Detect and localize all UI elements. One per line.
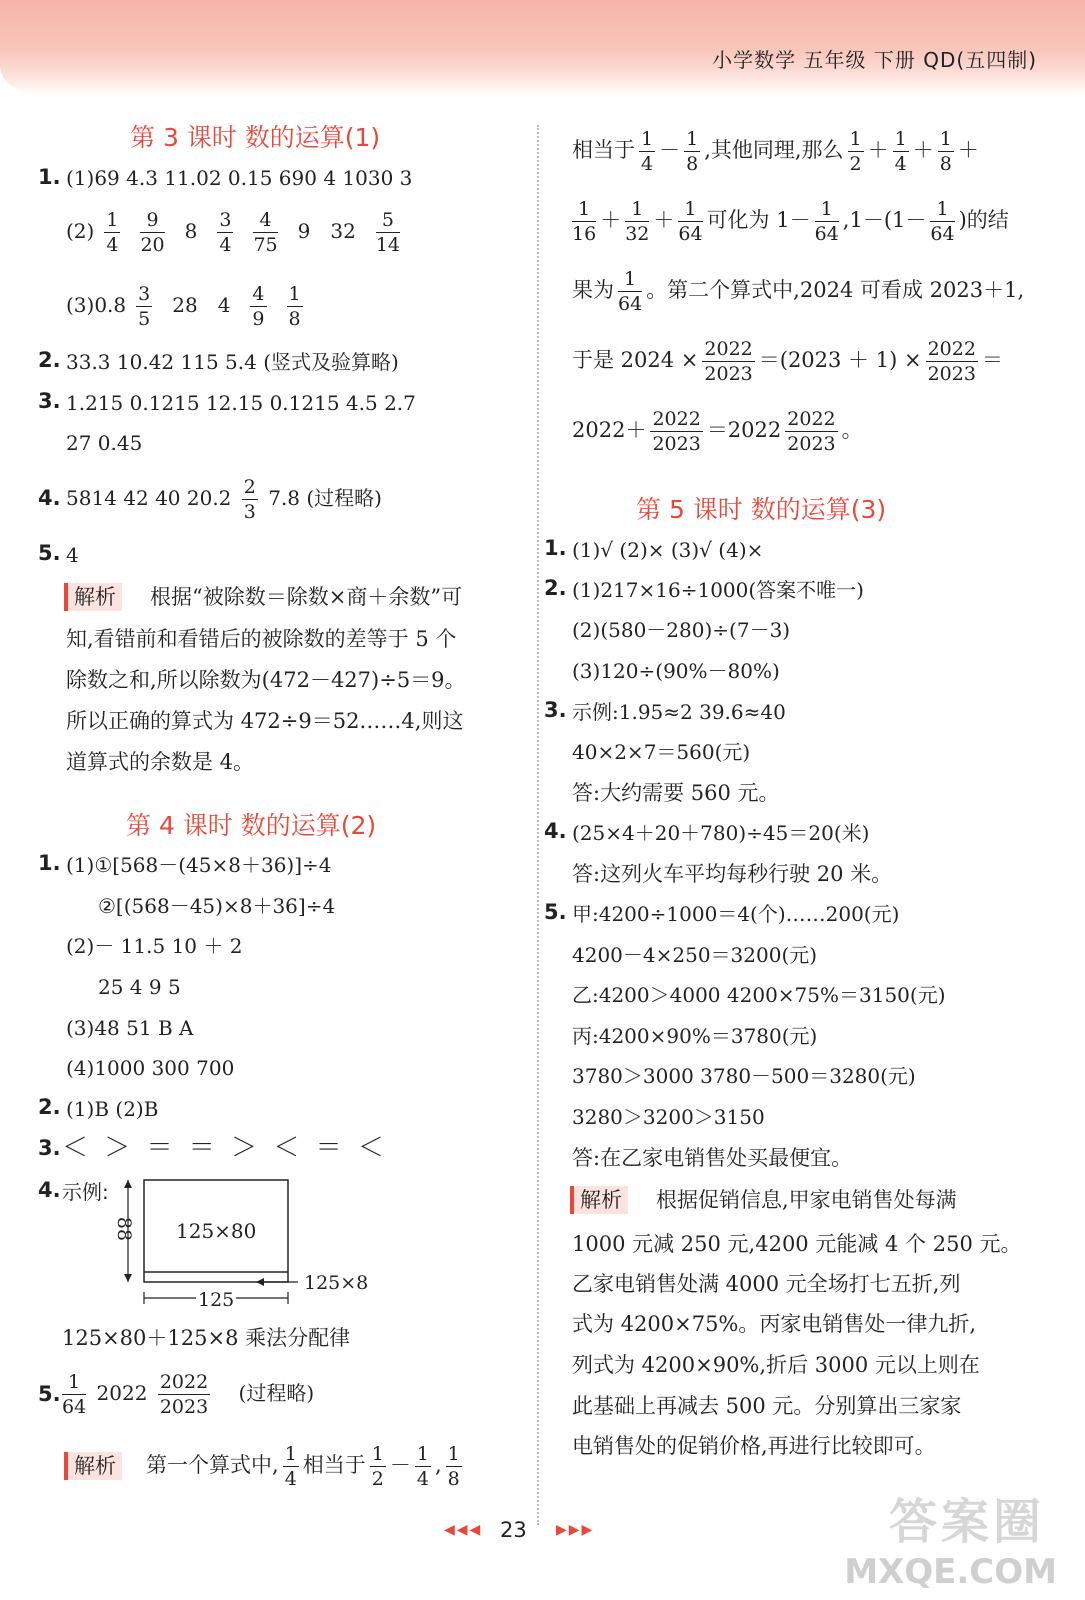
s4-q1-line4: 25 4 9 5: [98, 975, 181, 999]
strip-label: 125×8: [304, 1272, 369, 1294]
q-number: 1.: [544, 536, 567, 560]
fraction: $\frac{1}{8}$: [686, 128, 699, 175]
fraction: $\frac{1}{64}$: [618, 268, 643, 315]
number: 32: [330, 219, 356, 243]
s3-q1-line3: (3)0.8 $\frac{3}{5}$ 28 4 $\frac{4}{9}$ $\frac{1}{8}$: [66, 280, 313, 331]
q-number: 3.: [38, 389, 61, 413]
q-number: 3.: [38, 1136, 61, 1160]
analysis-line: 式为 4200×75%。丙家电销售处一律九折,: [572, 1312, 977, 1336]
fraction: $\frac{2022}{2023}$: [927, 338, 976, 385]
fraction: $\frac{1}{8}$: [939, 128, 952, 175]
s3-q2: 33.3 10.42 115 5.4 (竖式及验算略): [66, 350, 399, 374]
r-line1: 相当于 $\frac{1}{4}$ － $\frac{1}{8}$ ,其他同理,那么 $\frac{1}{2}$ ＋ $\frac{1}{4}$ ＋ $\frac{1}{8}$ ＋: [572, 128, 979, 175]
fraction: $\frac{9}{20}$: [140, 209, 165, 256]
analysis-line: 电销售处的促销价格,再进行比较即可。: [572, 1434, 936, 1458]
analysis-line: 此基础上再减去 500 元。分别算出三家家: [572, 1394, 962, 1418]
s4-q4-eq: 125×80＋125×8 乘法分配律: [62, 1326, 351, 1350]
s5-q2-line2: (2)(580－280)÷(7－3): [572, 618, 791, 642]
page-number: 23: [500, 1518, 527, 1542]
fraction: $\frac{1}{64}$: [814, 198, 839, 245]
area-diagram: [110, 1176, 380, 1316]
s5-q5-line3: 乙:4200＞4000 4200×75%＝3150(元): [572, 983, 946, 1007]
analysis-line: 1000 元减 250 元,4200 元能减 4 个 250 元。: [572, 1232, 1022, 1256]
s5-q5-line7: 答:在乙家电销售处买最便宜。: [572, 1146, 853, 1170]
fraction: $\frac{2022}{2023}$: [787, 408, 836, 455]
inner-label: 125×80: [176, 1219, 257, 1243]
q-number: 1.: [38, 165, 61, 189]
q-number: 5.: [38, 1382, 61, 1406]
s3-q5: 4: [66, 543, 79, 567]
analysis-line: 根据促销信息,甲家电销售处每满: [656, 1188, 957, 1212]
s3-q3-line1: 1.215 0.1215 12.15 0.1215 4.5 2.7: [66, 391, 416, 415]
s5-q5-line1: 甲:4200÷1000＝4(个)……200(元): [572, 902, 900, 926]
section-5-title: 第 5 课时 数的运算(3): [636, 495, 887, 524]
fraction: $\frac{4}{9}$: [252, 283, 265, 330]
s4-q4-label: 示例:: [62, 1180, 109, 1204]
number: 8: [184, 219, 198, 243]
q-number: 2.: [38, 1095, 61, 1119]
analysis-line: 知,看错前和看错后的被除数的差等于 5 个: [66, 627, 457, 651]
fraction: $\frac{2022}{2023}$: [652, 408, 701, 455]
s3-q1-line1: (1)69 4.3 11.02 0.15 690 4 1030 3: [66, 166, 413, 190]
fraction: $\frac{1}{8}$: [447, 1443, 460, 1490]
fraction: $\frac{2022}{2023}$: [159, 1371, 209, 1418]
s5-q3-line3: 答:大约需要 560 元。: [572, 781, 780, 805]
column-divider: [537, 125, 539, 1525]
fraction: $\frac{1}{2}$: [371, 1443, 384, 1490]
analysis-line: 所以正确的算式为 472÷9＝52……4,则这: [66, 709, 464, 733]
q-number: 2.: [544, 576, 567, 600]
watermark-logo: 答案圈: [888, 1494, 1045, 1550]
s4-q3: ＜ ＞ ＝ ＝ ＞ ＜ ＝ ＜: [62, 1133, 388, 1163]
s5-q5-line2: 4200－4×250＝3200(元): [572, 943, 818, 967]
analysis-tag: 解析: [570, 1186, 628, 1214]
fraction: $\frac{1}{64}$: [930, 198, 955, 245]
analysis-line: 乙家电销售处满 4000 元全场打七五折,列: [572, 1272, 961, 1296]
fraction: $\frac{1}{4}$: [284, 1443, 297, 1490]
s5-q5-line6: 3280＞3200＞3150: [572, 1105, 765, 1129]
number: 28: [172, 293, 198, 317]
s5-q5-line4: 丙:4200×90%＝3780(元): [572, 1024, 818, 1048]
s4-q2: (1)B (2)B: [66, 1097, 159, 1121]
q-number: 4.: [544, 819, 567, 843]
s5-q1: (1)√ (2)× (3)√ (4)×: [572, 538, 764, 562]
number: 9: [297, 219, 311, 243]
fraction: $\frac{1}{4}$: [894, 128, 907, 175]
analysis-tag: 解析: [64, 1452, 122, 1480]
fraction: $\frac{1}{8}$: [288, 283, 301, 330]
prev-arrows-icon: ◀◀◀: [444, 1522, 483, 1538]
fraction: $\frac{2}{3}$: [243, 476, 256, 523]
diagram-svg: [110, 1176, 380, 1316]
s3-q1-line2: (2) $\frac{1}{4}$ $\frac{9}{20}$ 8 $\frac{3}{4}$ $\frac{4}{75}$ 9 32 $\frac{5}{14}$: [66, 206, 410, 257]
fraction: $\frac{1}{4}$: [416, 1443, 429, 1490]
q-number: 2.: [38, 348, 61, 372]
s4-q1-line2: ②[(568－45)×8＋36]÷4: [98, 894, 336, 918]
height-label: 88: [113, 1216, 136, 1242]
s5-q5-line5: 3780＞3000 3780－500＝3280(元): [572, 1064, 916, 1088]
watermark-url: MXQE.COM: [844, 1552, 1057, 1592]
s4-q1-line3: (2)－ 11.5 10 ＋ 2: [66, 934, 243, 958]
analysis-line: 道算式的余数是 4。: [66, 750, 255, 774]
s5-q4-line1: (25×4＋20＋780)÷45＝20(米): [572, 821, 870, 845]
s4-q1-line5: (3)48 51 B A: [66, 1016, 194, 1040]
fraction: $\frac{1}{64}$: [678, 198, 703, 245]
s5-q4-line2: 答:这列火车平均每秒行驶 20 米。: [572, 862, 893, 886]
section-4-title: 第 4 课时 数的运算(2): [126, 811, 377, 840]
fraction: $\frac{1}{16}$: [572, 198, 597, 245]
q-number: 4.: [38, 1178, 61, 1202]
fraction: $\frac{1}{2}$: [849, 128, 862, 175]
section-3-title: 第 3 课时 数的运算(1): [130, 123, 381, 152]
fraction: $\frac{5}{14}$: [375, 209, 401, 256]
q-number: 1.: [38, 851, 61, 875]
fraction: $\frac{2022}{2023}$: [704, 338, 753, 385]
s4-q1-line1: (1)①[568－(45×8＋36)]÷4: [66, 853, 332, 877]
next-arrows-icon: ▶▶▶: [556, 1522, 595, 1538]
r-line2: $\frac{1}{16}$ ＋ $\frac{1}{32}$ ＋ $\frac{1}{64}$ 可化为 1－ $\frac{1}{64}$ ,1－(1－ $\frac{1}{64}$ )的结: [572, 198, 1009, 245]
fraction: $\frac{1}{4}$: [106, 209, 119, 256]
header-banner: [0, 0, 1085, 95]
s5-q2-line1: (1)217×16÷1000(答案不唯一): [572, 578, 864, 602]
width-label: 125: [198, 1289, 235, 1311]
subject-label: 小学数学 五年级 下册 QD(五四制): [712, 48, 1037, 72]
analysis-line: 根据“被除数＝除数×商＋余数”可: [150, 585, 463, 609]
s5-q3-line1: 示例:1.95≈2 39.6≈40: [572, 700, 786, 724]
q-number: 4.: [38, 486, 61, 510]
s3-q3-line2: 27 0.45: [66, 431, 143, 455]
s4-q5: $\frac{1}{64}$ 2022 $\frac{2022}{2023}$ (过程略): [62, 1371, 315, 1418]
s4-q1-line6: (4)1000 300 700: [66, 1056, 235, 1080]
s3-q4: 5814 42 40 20.2 $\frac{2}{3}$ 7.8 (过程略): [66, 476, 382, 523]
s5-q3-line2: 40×2×7＝560(元): [572, 740, 751, 764]
analysis-tag: 解析: [64, 583, 122, 611]
r-line3: 果为 $\frac{1}{64}$ 。第二个算式中,2024 可看成 2023＋1,: [572, 268, 1025, 315]
fraction: $\frac{3}{4}$: [219, 209, 232, 256]
fraction: $\frac{1}{64}$: [62, 1371, 87, 1418]
analysis-line: 列式为 4200×90%,折后 3000 元以上则在: [572, 1353, 980, 1377]
fraction: $\frac{1}{4}$: [641, 128, 654, 175]
analysis-line: 除数之和,所以除数为(472－427)÷5＝9。: [66, 668, 466, 692]
q-number: 5.: [544, 900, 567, 924]
r-line5: 2022＋ $\frac{2022}{2023}$ ＝2022 $\frac{2022}{2023}$ 。: [572, 408, 863, 455]
analysis-bottom: 第一个算式中, $\frac{1}{4}$ 相当于 $\frac{1}{2}$ － $\frac{1}{4}$ , $\frac{1}{8}$: [146, 1443, 460, 1490]
number: 4: [217, 293, 231, 317]
fraction: $\frac{3}{5}$: [138, 283, 151, 330]
q-number: 3.: [544, 698, 567, 722]
s5-q2-line3: (3)120÷(90%－80%): [572, 659, 780, 683]
fraction: $\frac{4}{75}$: [253, 209, 278, 256]
r-line4: 于是 2024 × $\frac{2022}{2023}$ ＝(2023 ＋ 1) × $\frac{2022}{2023}$ ＝: [572, 338, 1003, 385]
q-number: 5.: [38, 541, 61, 565]
fraction: $\frac{1}{32}$: [625, 198, 650, 245]
